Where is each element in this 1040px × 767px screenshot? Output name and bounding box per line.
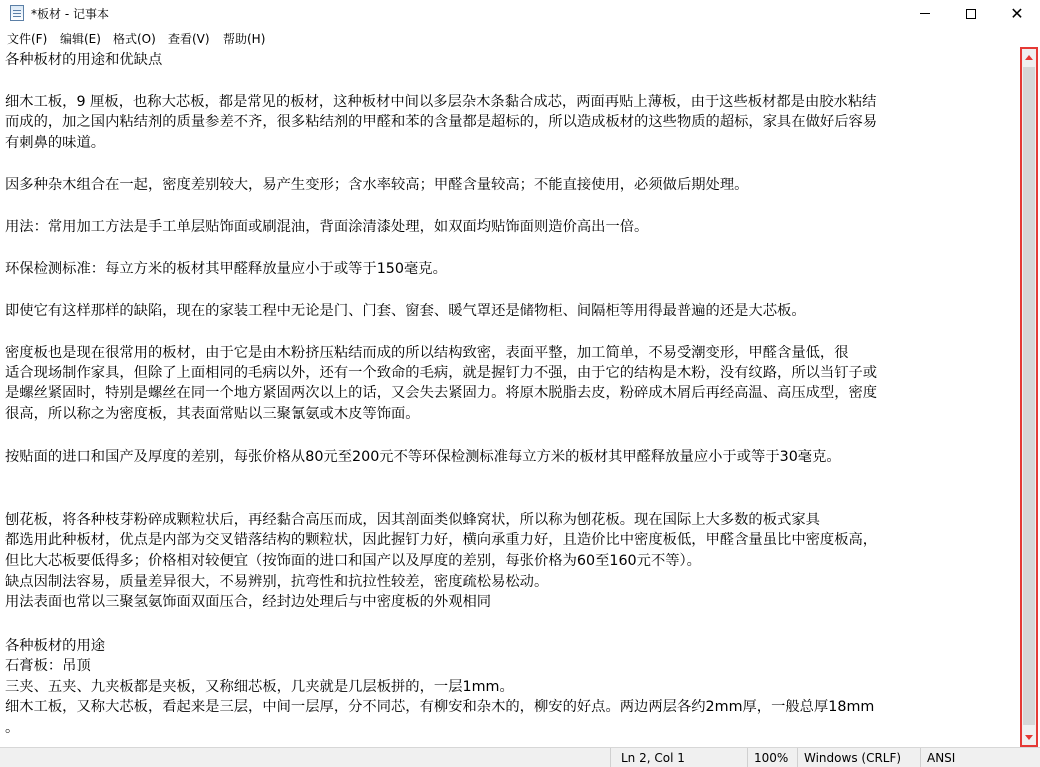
text-line: 按贴面的进口和国产及厚度的差别，每张价格从80元至200元不等环保检测标准每立方米的板材其甲醛释放量应小于或等于30毫克。 [5, 449, 841, 465]
status-encoding: ANSI [920, 748, 1040, 767]
maximize-icon [966, 9, 976, 19]
status-cursor-position: Ln 2, Col 1 [610, 748, 747, 767]
window-title: *板材 - 记事本 [31, 7, 109, 21]
text-line: 因多种杂木组合在一起，密度差别较大，易产生变形；含水率较高；甲醛含量较高；不能直接使用，必须做后期处理。 [5, 177, 749, 193]
text-line: 三夹、五夹、九夹板都是夹板，又称细芯板，几夹就是几层板拼的，一层1mm。 [5, 679, 514, 695]
text-line: 即使它有这样那样的缺陷，现在的家装工程中无论是门、门套、窗套、暖气罩还是储物柜、间隔柜等用得最普遍的还是大芯板。 [5, 303, 806, 319]
scroll-down-arrow-icon [1025, 735, 1033, 740]
text-line: 缺点因制法容易，质量差异很大，不易辨别，抗弯性和抗拉性较差，密度疏松易松动。 [5, 574, 549, 590]
text-line: 用法表面也常以三聚氢氨饰面双面压合，经封边处理后与中密度板的外观相同 [5, 594, 492, 610]
text-line: 都选用此种板材，优点是内部为交叉错落结构的颗粒状，因此握钉力好，横向承重力好，且造价比中密度板低，甲醛含量虽比中密度板高， [5, 532, 878, 548]
text-line: 环保检测标准：每立方米的板材其甲醛释放量应小于或等于150毫克。 [5, 261, 447, 277]
menu-format[interactable]: 格式(O) [113, 32, 156, 46]
status-zoom: 100% [747, 748, 797, 767]
menu-file[interactable]: 文件(F) [7, 32, 48, 46]
status-line-ending: Windows (CRLF) [797, 748, 920, 767]
scrollbar-thumb[interactable] [1023, 67, 1035, 725]
text-line: 细木工板，又称大芯板，看起来是三层，中间一层厚，分不同芯，有柳安和杂木的，柳安的好点。两边两层各约2mm厚，一般总厚18mm [5, 699, 875, 715]
status-bar [0, 747, 1040, 767]
text-line: 各种板材的用途 [5, 638, 106, 654]
text-line: 是螺丝紧固时，特别是螺丝在同一个地方紧固两次以上的话，又会失去紧固力。将原木脱脂去皮，粉碎成木屑后再经高温、高压成型，密度 [5, 385, 878, 401]
text-line: 密度板也是现在很常用的板材，由于它是由木粉挤压粘结而成的所以结构致密，表面平整，加工简单，不易受潮变形，甲醛含量低，很 [5, 345, 849, 361]
scroll-down-button[interactable] [1022, 729, 1036, 745]
scroll-up-button[interactable] [1022, 49, 1036, 65]
text-line: 石膏板：吊顶 [5, 658, 91, 674]
text-line: 而成的，加之国内粘结剂的质量参差不齐，很多粘结剂的甲醛和苯的含量都是超标的，所以造成板材的这些物质的超标，家具在做好后容易 [5, 114, 878, 130]
minimize-button[interactable] [902, 0, 948, 27]
text-line: 。 [5, 720, 20, 736]
vertical-scrollbar[interactable] [1020, 47, 1038, 747]
text-line: 细木工板，9 厘板，也称大芯板，都是常见的板材，这种板材中间以多层杂木条黏合成芯，两面再贴上薄板，由于这些板材都是由胶水粘结 [5, 94, 877, 110]
close-button[interactable] [994, 0, 1040, 27]
text-line: 很高，所以称之为密度板，其表面常贴以三聚氰氨或木皮等饰面。 [5, 406, 420, 422]
text-editor-area[interactable] [0, 47, 1021, 745]
text-line: 适合现场制作家具，但除了上面相同的毛病以外，还有一个致命的毛病，就是握钉力不强，由于它的结构是木粉，没有纹路，所以当钉子或 [5, 365, 878, 381]
minimize-icon [920, 13, 930, 14]
text-line: 各种板材的用途和优缺点 [5, 52, 163, 68]
text-line: 用法：常用加工方法是手工单层贴饰面或刷混油，背面涂清漆处理，如双面均贴饰面则造价高出一倍。 [5, 219, 649, 235]
menu-bar [0, 27, 1040, 47]
close-icon: ✕ [1010, 3, 1024, 23]
text-line: 但比大芯板要低得多；价格相对较便宜（按饰面的进口和国产以及厚度的差别，每张价格为60至160元不等）。 [5, 553, 701, 569]
text-line: 有刺鼻的味道。 [5, 135, 106, 151]
menu-edit[interactable]: 编辑(E) [60, 32, 101, 46]
title-bar [0, 0, 1040, 27]
text-line: 刨花板，将各种枝芽粉碎成颗粒状后，再经黏合高压而成，因其剖面类似蜂窝状，所以称为刨花板。现在国际上大多数的板式家具 [5, 512, 820, 528]
scroll-up-arrow-icon [1025, 55, 1033, 60]
menu-view[interactable]: 查看(V) [168, 32, 210, 46]
menu-help[interactable]: 帮助(H) [223, 32, 266, 46]
maximize-button[interactable] [948, 0, 994, 27]
notepad-icon [10, 5, 24, 21]
